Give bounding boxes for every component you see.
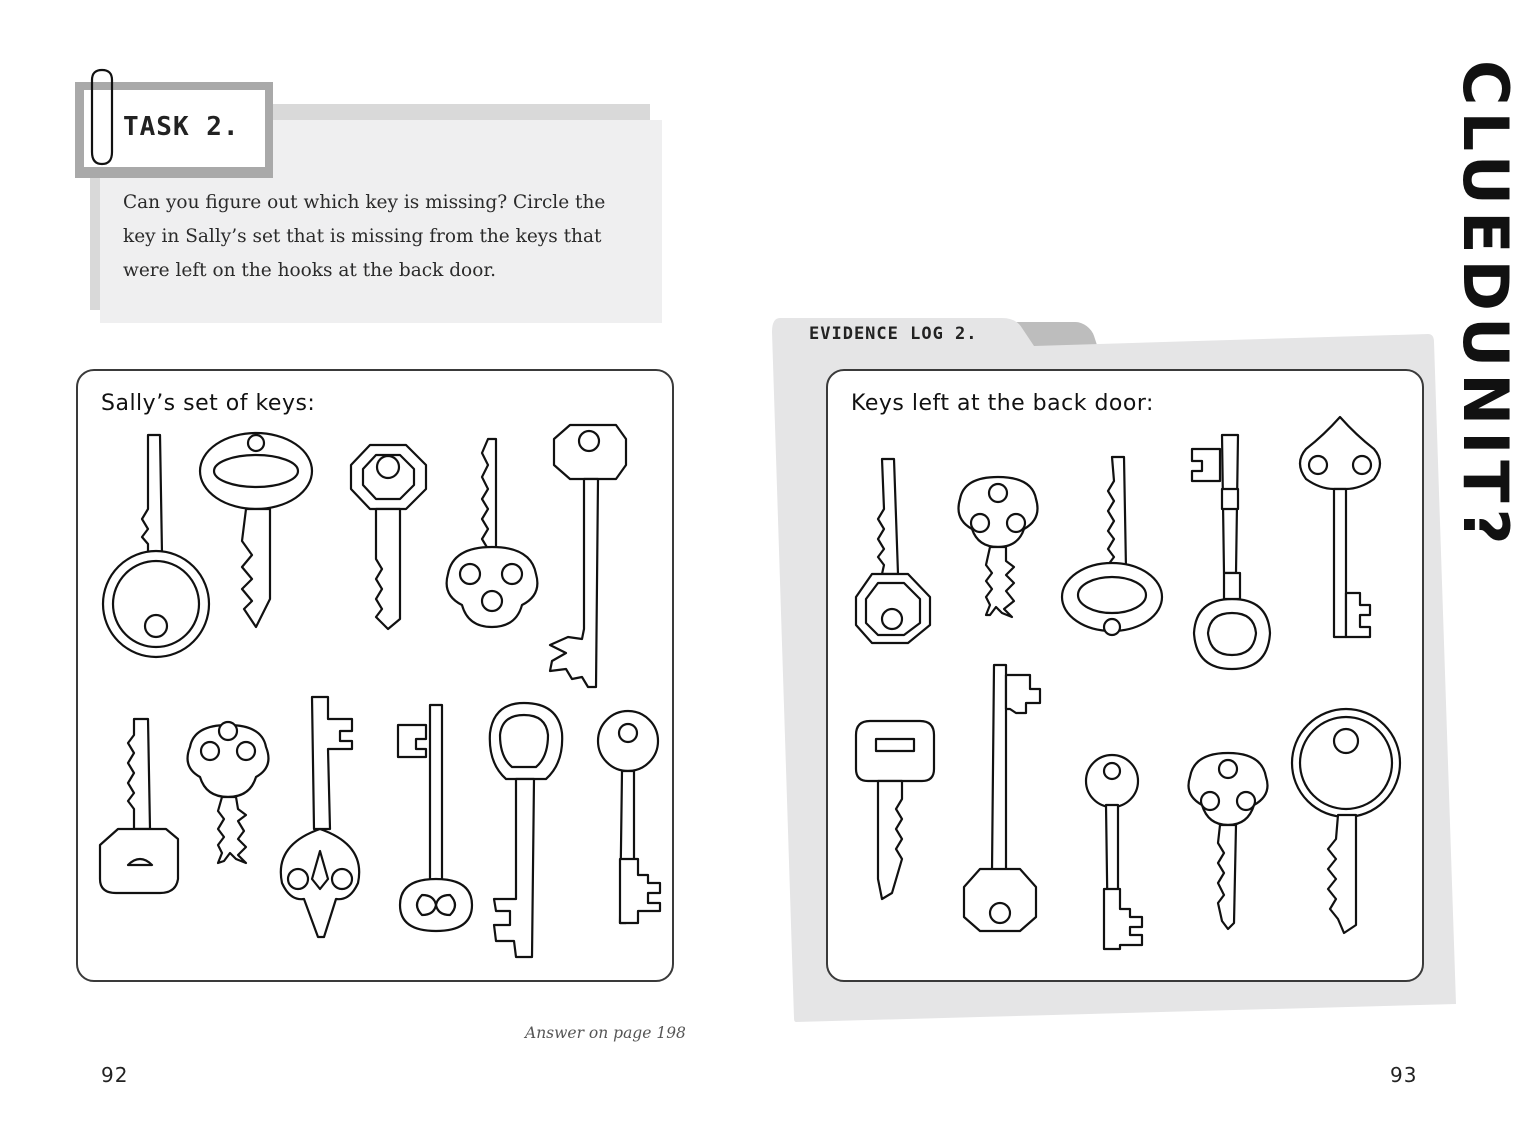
key-round-bow-r[interactable] bbox=[1292, 709, 1400, 933]
key-round-bow-long[interactable] bbox=[598, 711, 660, 923]
key-clover-bow-r[interactable] bbox=[959, 477, 1038, 617]
side-title-text: CLUEDUNIT? bbox=[1449, 60, 1522, 551]
sallys-keys-illustration bbox=[76, 369, 674, 982]
back-door-keys-label: Keys left at the back door: bbox=[851, 391, 1154, 416]
key-clover-bow[interactable] bbox=[447, 439, 538, 627]
back-door-keys-illustration bbox=[826, 369, 1424, 982]
key-ornate-bow-r[interactable] bbox=[1300, 417, 1380, 637]
key-clover-bow-2[interactable] bbox=[188, 722, 269, 863]
page-number-left: 92 bbox=[101, 1063, 129, 1087]
side-title bbox=[1449, 60, 1522, 1060]
task-title: TASK 2. bbox=[123, 112, 240, 142]
answer-note: Answer on page 198 bbox=[525, 1024, 686, 1042]
key-oval-bow[interactable] bbox=[200, 433, 312, 627]
key-round-bow[interactable] bbox=[103, 435, 209, 657]
page-number-right: 93 bbox=[1390, 1063, 1418, 1087]
task-instructions: Can you figure out which key is missing? Circle the key in Sally’s set that is missing from the keys that were left on the hooks at the back door. bbox=[123, 192, 606, 281]
key-keyhole-bow[interactable] bbox=[490, 703, 562, 957]
key-loop-bow[interactable] bbox=[398, 705, 472, 931]
key-octagon-bow[interactable] bbox=[351, 445, 426, 629]
key-ornate-bow[interactable] bbox=[281, 697, 359, 937]
evidence-log-tab: EVIDENCE LOG 2. bbox=[809, 324, 978, 344]
paperclip-icon bbox=[84, 66, 124, 170]
key-long-octagon-r[interactable] bbox=[964, 665, 1040, 931]
key-clover-bow-2-r[interactable] bbox=[1189, 753, 1268, 929]
key-square-bow[interactable] bbox=[100, 719, 178, 893]
key-oval-bow-r[interactable] bbox=[1062, 457, 1162, 635]
key-octagon-bow-r[interactable] bbox=[856, 459, 930, 643]
sallys-keys-label: Sally’s set of keys: bbox=[101, 391, 316, 416]
key-long-octagon[interactable] bbox=[550, 425, 626, 687]
key-keyhole-bow-r[interactable] bbox=[1192, 435, 1270, 669]
key-round-bow-long-r[interactable] bbox=[1086, 755, 1142, 949]
key-square-bow-r[interactable] bbox=[856, 721, 934, 899]
